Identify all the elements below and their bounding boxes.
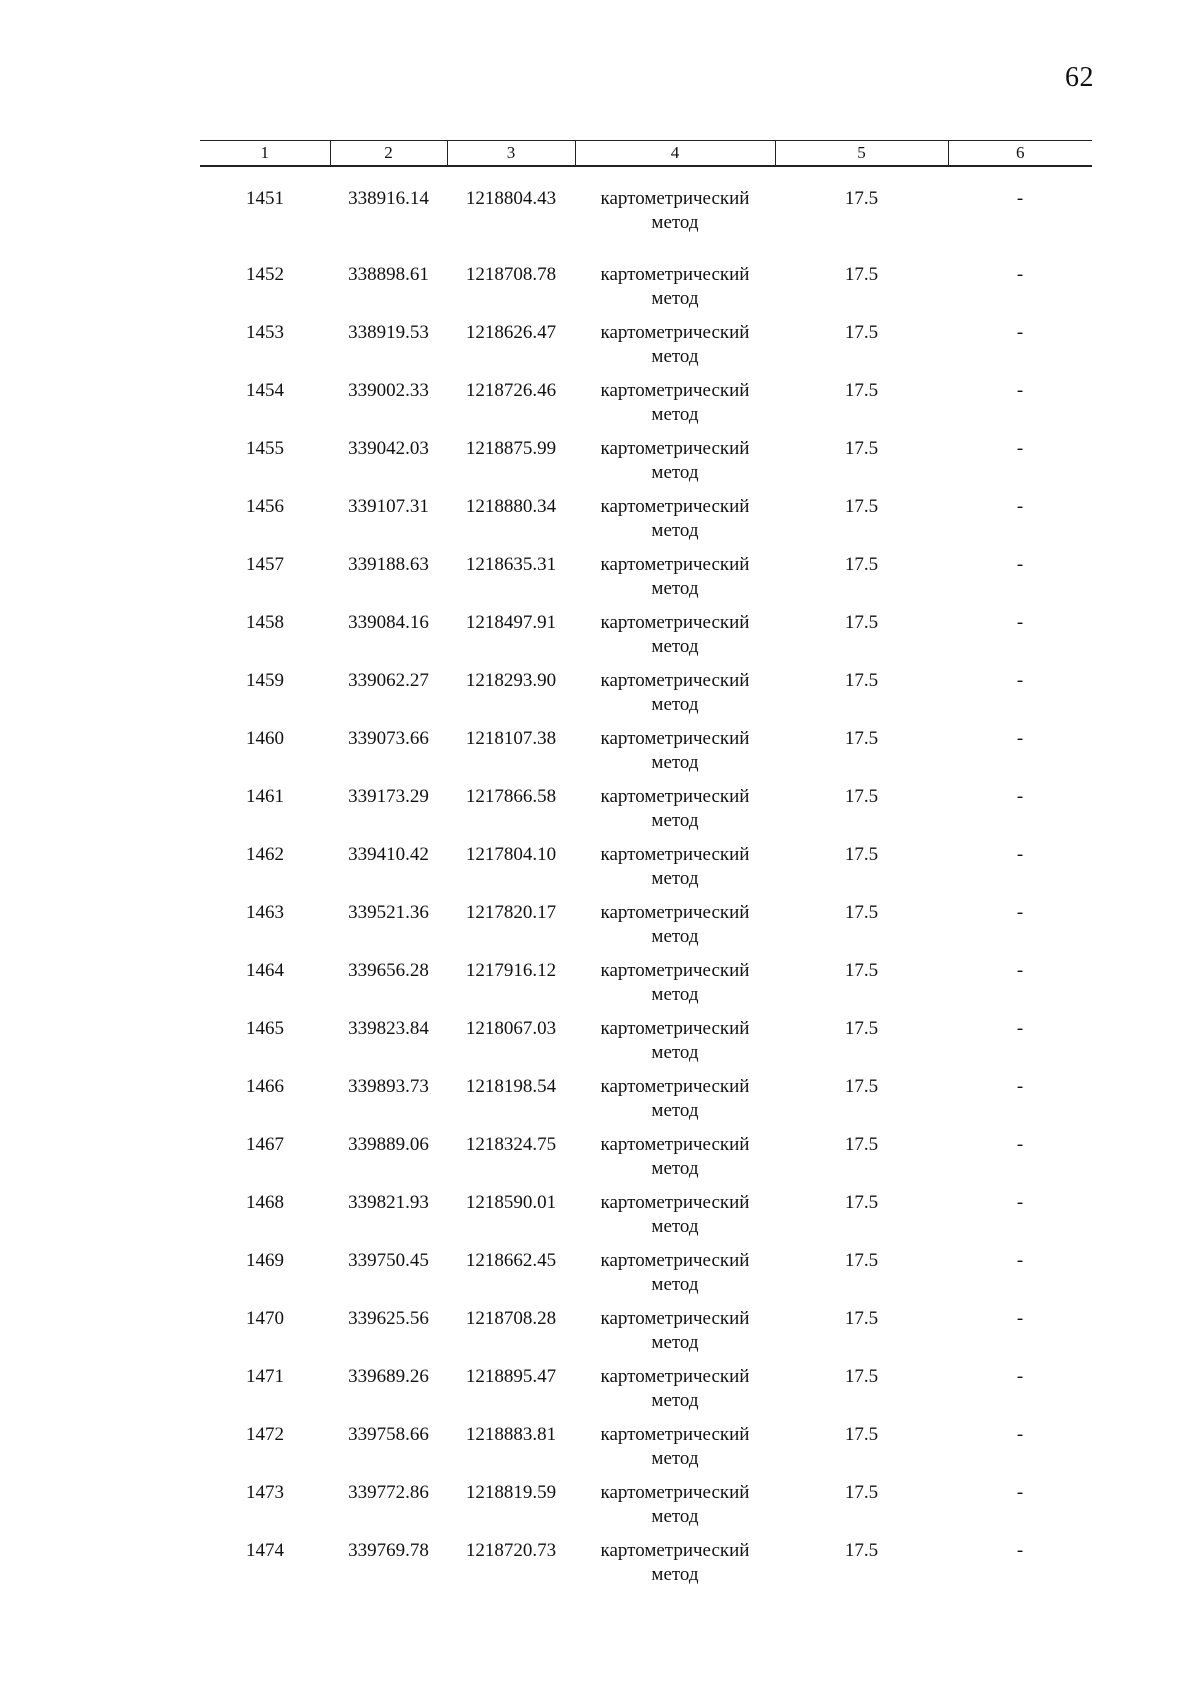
accuracy-cell: 17.5	[844, 1308, 879, 1329]
x-coordinate-cell: 339062.27	[348, 670, 429, 691]
method-line-1: картометрический	[600, 1250, 750, 1271]
method-cell	[575, 553, 775, 611]
x-coordinate-cell: 339410.42	[348, 844, 429, 865]
column-header-5: 5	[775, 141, 948, 167]
table-row	[200, 263, 1092, 321]
x-coordinate-cell: 339821.93	[348, 1192, 429, 1213]
y-coordinate-cell: 1217804.10	[465, 844, 557, 865]
method-line-2: метод	[651, 751, 699, 773]
description-cell: -	[1016, 1250, 1024, 1271]
point-number-cell: 1453	[246, 322, 284, 343]
method-line-2: метод	[651, 1099, 699, 1121]
description-cell: -	[1016, 728, 1024, 749]
method-cell	[575, 437, 775, 495]
method-cell	[575, 1191, 775, 1249]
point-number-cell: 1460	[246, 728, 284, 749]
y-coordinate-cell: 1218726.46	[465, 380, 557, 401]
y-coordinate-cell: 1218067.03	[465, 1018, 557, 1039]
accuracy-cell: 17.5	[844, 1076, 879, 1097]
description-cell: -	[1016, 1540, 1024, 1561]
table-row	[200, 495, 1092, 553]
point-number-cell: 1474	[246, 1540, 284, 1561]
description-cell: -	[1016, 786, 1024, 807]
table-row	[200, 321, 1092, 379]
y-coordinate-cell: 1218626.47	[465, 322, 557, 343]
method-line-1: картометрический	[600, 188, 750, 209]
x-coordinate-cell: 338916.14	[348, 188, 429, 209]
table-row	[200, 1191, 1092, 1249]
method-cell	[575, 901, 775, 959]
accuracy-cell: 17.5	[844, 728, 879, 749]
x-coordinate-cell: 339758.66	[348, 1424, 429, 1445]
coordinates-table	[200, 140, 1092, 1597]
x-coordinate-cell: 339823.84	[348, 1018, 429, 1039]
x-coordinate-cell: 339084.16	[348, 612, 429, 633]
description-cell: -	[1016, 1134, 1024, 1155]
header-row	[200, 141, 1092, 167]
method-cell	[575, 166, 775, 263]
description-cell: -	[1016, 496, 1024, 517]
method-cell	[575, 611, 775, 669]
method-cell	[575, 495, 775, 553]
column-header-6: 6	[948, 141, 1092, 167]
table-body	[200, 166, 1092, 1597]
table-row	[200, 379, 1092, 437]
method-line-1: картометрический	[600, 380, 750, 401]
method-line-1: картометрический	[600, 1482, 750, 1503]
point-number-cell: 1462	[246, 844, 284, 865]
x-coordinate-cell: 339750.45	[348, 1250, 429, 1271]
table-row	[200, 437, 1092, 495]
method-line-2: метод	[651, 211, 699, 233]
point-number-cell: 1454	[246, 380, 284, 401]
description-cell: -	[1016, 960, 1024, 981]
description-cell: -	[1016, 554, 1024, 575]
method-line-1: картометрический	[600, 960, 750, 981]
point-number-cell: 1471	[246, 1366, 284, 1387]
point-number-cell: 1463	[246, 902, 284, 923]
y-coordinate-cell: 1218804.43	[465, 188, 557, 209]
method-cell	[575, 1539, 775, 1597]
accuracy-cell: 17.5	[844, 380, 879, 401]
method-line-1: картометрический	[600, 322, 750, 343]
point-number-cell: 1472	[246, 1424, 284, 1445]
method-line-2: метод	[651, 1273, 699, 1295]
point-number-cell: 1466	[246, 1076, 284, 1097]
column-header-1: 1	[200, 141, 330, 167]
table-row	[200, 166, 1092, 263]
y-coordinate-cell: 1218662.45	[465, 1250, 557, 1271]
y-coordinate-cell: 1218895.47	[465, 1366, 557, 1387]
accuracy-cell: 17.5	[844, 1134, 879, 1155]
method-line-2: метод	[651, 1563, 699, 1585]
method-line-2: метод	[651, 1505, 699, 1527]
accuracy-cell: 17.5	[844, 496, 879, 517]
description-cell: -	[1016, 438, 1024, 459]
y-coordinate-cell: 1218293.90	[465, 670, 557, 691]
method-cell	[575, 321, 775, 379]
table-row	[200, 785, 1092, 843]
accuracy-cell: 17.5	[844, 612, 879, 633]
method-line-2: метод	[651, 635, 699, 657]
accuracy-cell: 17.5	[844, 264, 879, 285]
method-cell	[575, 785, 775, 843]
y-coordinate-cell: 1217916.12	[465, 960, 557, 981]
description-cell: -	[1016, 1424, 1024, 1445]
point-number-cell: 1458	[246, 612, 284, 633]
method-cell	[575, 379, 775, 437]
point-number-cell: 1468	[246, 1192, 284, 1213]
table-row	[200, 1307, 1092, 1365]
accuracy-cell: 17.5	[844, 1366, 879, 1387]
accuracy-cell: 17.5	[844, 322, 879, 343]
accuracy-cell: 17.5	[844, 786, 879, 807]
method-line-2: метод	[651, 519, 699, 541]
method-line-1: картометрический	[600, 1134, 750, 1155]
table-row	[200, 1249, 1092, 1307]
x-coordinate-cell: 339625.56	[348, 1308, 429, 1329]
method-cell	[575, 1481, 775, 1539]
method-line-1: картометрический	[600, 1076, 750, 1097]
y-coordinate-cell: 1218819.59	[465, 1482, 557, 1503]
method-cell	[575, 1365, 775, 1423]
y-coordinate-cell: 1218880.34	[465, 496, 557, 517]
accuracy-cell: 17.5	[844, 960, 879, 981]
method-cell	[575, 1075, 775, 1133]
x-coordinate-cell: 339889.06	[348, 1134, 429, 1155]
accuracy-cell: 17.5	[844, 844, 879, 865]
table-header	[200, 141, 1092, 167]
method-line-1: картометрический	[600, 728, 750, 749]
y-coordinate-cell: 1217866.58	[465, 786, 557, 807]
point-number-cell: 1467	[246, 1134, 284, 1155]
y-coordinate-cell: 1218875.99	[465, 438, 557, 459]
point-number-cell: 1452	[246, 264, 284, 285]
point-number-cell: 1461	[246, 786, 284, 807]
method-cell	[575, 727, 775, 785]
description-cell: -	[1016, 1076, 1024, 1097]
point-number-cell: 1470	[246, 1308, 284, 1329]
method-line-1: картометрический	[600, 612, 750, 633]
table-row	[200, 1539, 1092, 1597]
table-row	[200, 959, 1092, 1017]
x-coordinate-cell: 338919.53	[348, 322, 429, 343]
method-cell	[575, 1423, 775, 1481]
method-line-2: метод	[651, 1215, 699, 1237]
x-coordinate-cell: 339107.31	[348, 496, 429, 517]
description-cell: -	[1016, 188, 1024, 209]
method-line-2: метод	[651, 867, 699, 889]
x-coordinate-cell: 339073.66	[348, 728, 429, 749]
method-line-1: картометрический	[600, 554, 750, 575]
description-cell: -	[1016, 1482, 1024, 1503]
description-cell: -	[1016, 1366, 1024, 1387]
y-coordinate-cell: 1218590.01	[465, 1192, 557, 1213]
method-line-2: метод	[651, 1041, 699, 1063]
y-coordinate-cell: 1218708.78	[465, 264, 557, 285]
point-number-cell: 1469	[246, 1250, 284, 1271]
accuracy-cell: 17.5	[844, 554, 879, 575]
description-cell: -	[1016, 670, 1024, 691]
y-coordinate-cell: 1218324.75	[465, 1134, 557, 1155]
accuracy-cell: 17.5	[844, 1482, 879, 1503]
point-number-cell: 1465	[246, 1018, 284, 1039]
method-line-1: картометрический	[600, 1366, 750, 1387]
table-row	[200, 1423, 1092, 1481]
point-number-cell: 1455	[246, 438, 284, 459]
method-line-1: картометрический	[600, 1308, 750, 1329]
method-line-1: картометрический	[600, 844, 750, 865]
table-row	[200, 1017, 1092, 1075]
method-line-1: картометрический	[600, 902, 750, 923]
column-header-3: 3	[447, 141, 575, 167]
method-line-2: метод	[651, 1447, 699, 1469]
y-coordinate-cell: 1218708.28	[465, 1308, 557, 1329]
method-line-2: метод	[651, 1331, 699, 1353]
x-coordinate-cell: 339188.63	[348, 554, 429, 575]
method-line-2: метод	[651, 983, 699, 1005]
point-number-cell: 1459	[246, 670, 284, 691]
x-coordinate-cell: 339656.28	[348, 960, 429, 981]
accuracy-cell: 17.5	[844, 1424, 879, 1445]
column-header-4: 4	[575, 141, 775, 167]
description-cell: -	[1016, 1192, 1024, 1213]
point-number-cell: 1451	[246, 188, 284, 209]
method-line-2: метод	[651, 345, 699, 367]
x-coordinate-cell: 339042.03	[348, 438, 429, 459]
table-row	[200, 669, 1092, 727]
y-coordinate-cell: 1218635.31	[465, 554, 557, 575]
method-line-2: метод	[651, 461, 699, 483]
method-line-1: картометрический	[600, 1424, 750, 1445]
table-row	[200, 1481, 1092, 1539]
method-line-1: картометрический	[600, 670, 750, 691]
y-coordinate-cell: 1217820.17	[465, 902, 557, 923]
table-row	[200, 1365, 1092, 1423]
accuracy-cell: 17.5	[844, 902, 879, 923]
table-row	[200, 1133, 1092, 1191]
x-coordinate-cell: 338898.61	[348, 264, 429, 285]
method-line-2: метод	[651, 693, 699, 715]
x-coordinate-cell: 339002.33	[348, 380, 429, 401]
y-coordinate-cell: 1218720.73	[465, 1540, 557, 1561]
method-cell	[575, 1133, 775, 1191]
method-cell	[575, 1249, 775, 1307]
column-header-2: 2	[330, 141, 447, 167]
accuracy-cell: 17.5	[844, 1250, 879, 1271]
accuracy-cell: 17.5	[844, 670, 879, 691]
y-coordinate-cell: 1218198.54	[465, 1076, 557, 1097]
method-line-2: метод	[651, 287, 699, 309]
description-cell: -	[1016, 844, 1024, 865]
x-coordinate-cell: 339689.26	[348, 1366, 429, 1387]
method-cell	[575, 843, 775, 901]
table-row	[200, 1075, 1092, 1133]
x-coordinate-cell: 339769.78	[348, 1540, 429, 1561]
method-line-1: картометрический	[600, 786, 750, 807]
method-line-1: картометрический	[600, 264, 750, 285]
method-line-1: картометрический	[600, 1018, 750, 1039]
method-line-2: метод	[651, 403, 699, 425]
method-line-2: метод	[651, 577, 699, 599]
y-coordinate-cell: 1218497.91	[465, 612, 557, 633]
description-cell: -	[1016, 612, 1024, 633]
method-cell	[575, 959, 775, 1017]
accuracy-cell: 17.5	[844, 1192, 879, 1213]
accuracy-cell: 17.5	[844, 1018, 879, 1039]
x-coordinate-cell: 339173.29	[348, 786, 429, 807]
table-row	[200, 727, 1092, 785]
description-cell: -	[1016, 1018, 1024, 1039]
accuracy-cell: 17.5	[844, 188, 879, 209]
method-line-2: метод	[651, 809, 699, 831]
x-coordinate-cell: 339893.73	[348, 1076, 429, 1097]
description-cell: -	[1016, 380, 1024, 401]
point-number-cell: 1473	[246, 1482, 284, 1503]
description-cell: -	[1016, 902, 1024, 923]
point-number-cell: 1457	[246, 554, 284, 575]
method-line-1: картометрический	[600, 438, 750, 459]
method-line-2: метод	[651, 925, 699, 947]
x-coordinate-cell: 339772.86	[348, 1482, 429, 1503]
table-row	[200, 843, 1092, 901]
y-coordinate-cell: 1218883.81	[465, 1424, 557, 1445]
description-cell: -	[1016, 322, 1024, 343]
description-cell: -	[1016, 264, 1024, 285]
accuracy-cell: 17.5	[844, 1540, 879, 1561]
method-cell	[575, 1307, 775, 1365]
point-number-cell: 1456	[246, 496, 284, 517]
method-cell	[575, 263, 775, 321]
method-line-1: картометрический	[600, 1540, 750, 1561]
method-cell	[575, 1017, 775, 1075]
method-line-2: метод	[651, 1389, 699, 1411]
table-row	[200, 901, 1092, 959]
table-row	[200, 611, 1092, 669]
table-row	[200, 553, 1092, 611]
method-cell	[575, 669, 775, 727]
description-cell: -	[1016, 1308, 1024, 1329]
page-number: 62	[1065, 62, 1094, 93]
method-line-2: метод	[651, 1157, 699, 1179]
y-coordinate-cell: 1218107.38	[465, 728, 557, 749]
accuracy-cell: 17.5	[844, 438, 879, 459]
point-number-cell: 1464	[246, 960, 284, 981]
method-line-1: картометрический	[600, 1192, 750, 1213]
x-coordinate-cell: 339521.36	[348, 902, 429, 923]
method-line-1: картометрический	[600, 496, 750, 517]
